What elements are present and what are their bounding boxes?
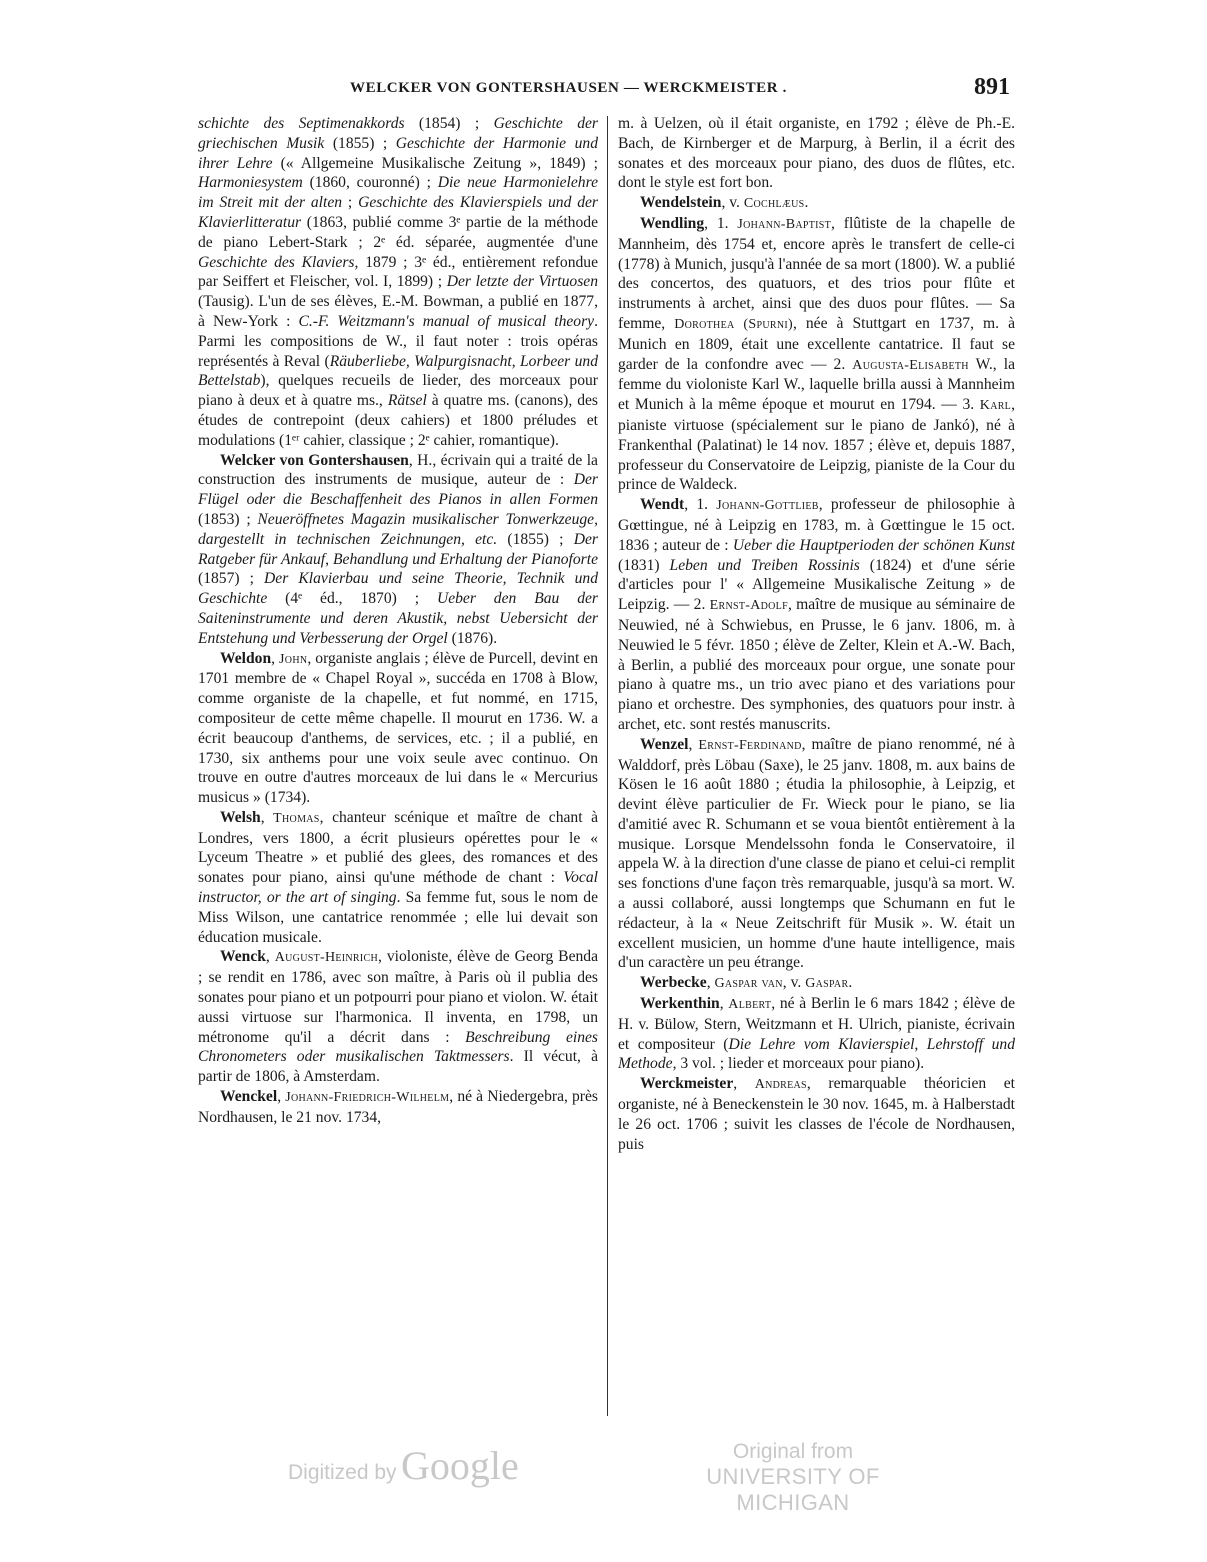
- entry-weitzmann-continued: schichte des Septimenakkords (1854) ; Geschichte der griechischen Musik (1855) ; Geschichte der Harmonie und ihrer Lehre (« Allgemeine Musikalische Zeitung », 1849) ; Harmoniesystem (1860, couronné) ; Die neue Harmonielehre im Streit mit der alten ; Geschichte des Klavierspiels und der Klavierlitteratur (1863, publié comme 3ᵉ partie de la méthode de piano Lebert-Stark ; 2ᵉ éd. séparée, augmentée d'une Geschichte des Klaviers, 1879 ; 3ᵉ éd., entièrement refondue par Seiffert et Fleischer, vol. I, 1899) ; Der letzte der Virtuosen (Tausig). L'un de ses élèves, E.-M. Bowman, a publié en 1877, à New-York : C.-F. Weitzmann's manual of musical theory. Parmi les compositions de W., il faut noter : trois opéras représentés à Reval (Räuberliebe, Walpurgisnacht, Lorbeer und Bettelstab), quelques recueils de lieder, des morceaux pour piano à deux et à quatre ms., Rätsel à quatre ms. (canons), des études de contrepoint (deux cahiers) et 1800 préludes et modulations (1ᵉʳ cahier, classique ; 2ᵉ cahier, romantique).: [198, 115, 598, 449]
- google-logo-text: Google: [401, 1443, 519, 1488]
- headword: Wendelstein: [640, 194, 722, 212]
- original-from-label: Original from: [732, 1440, 854, 1463]
- entry-werbecke: Werbecke, Gaspar van, v. Gaspar.: [640, 974, 853, 992]
- headword: Wendt: [640, 496, 685, 514]
- headword: Wenckel: [220, 1088, 278, 1106]
- right-column: [618, 114, 1015, 1414]
- entry-werckmeister: Werckmeister, Andreas, remarquable théoricien et organiste, né à Beneckenstein le 30 nov. 1645, m. à Halberstadt le 26 oct. 1706 ; suivit les classes de l'école de Nordhausen, puis: [618, 1075, 1015, 1153]
- university-label: UNIVERSITY OF MICHIGAN: [706, 1464, 880, 1515]
- entry-welcker: Welcker von Gontershausen, H., écrivain qui a traité de la construction des instruments de musique, auteur de : Der Flügel oder die Beschaffenheit des Pianos in allen Formen (1853) ; Neueröffnetes Magazin musikalischer Tonwerkzeuge, dargestellt in technischen Zeichnungen, etc. (1855) ; Der Ratgeber für Ankauf, Behandlung und Erhaltung der Pianoforte (1857) ; Der Klavierbau und seine Theorie, Technik und Geschichte (4ᵉ éd., 1870) ; Ueber den Bau der Saiteninstrumente und deren Akustik, nebst Uebersicht der Entstehung und Verbesserung der Orgel (1876).: [198, 451, 598, 647]
- headword: Wenzel: [640, 735, 689, 753]
- headword: Weldon: [220, 649, 272, 667]
- entry-werkenthin: Werkenthin, Albert, né à Berlin le 6 mars 1842 ; élève de H. v. Bülow, Stern, Weitzmann et H. Ulrich, pianiste, écrivain et compositeur (Die Lehre vom Klavierspiel, Lehrstoff und Methode, 3 vol. ; lieder et morceaux pour piano).: [618, 995, 1015, 1073]
- headword: Werbecke: [640, 974, 707, 992]
- headword: Welsh: [220, 808, 261, 826]
- headword: Werkenthin: [640, 995, 720, 1013]
- entry-wenzel: Wenzel, Ernst-Ferdinand, maître de piano renommé, né à Walddorf, près Löbau (Saxe), le 25 janv. 1808, m. aux bains de Kösen le 16 août 1880 ; étudia la philosophie, à Leipzig, et devint élève particulier de Fr. Wieck pour le piano, se lia d'amitié avec R. Schumann et se voua bientôt entièrement à la musique. Lorsque Mendelssohn fonda le Conservatoire, il appela W. à la direction d'une classe de piano et celui-ci remplit ses fonctions d'une façon très remarquable, jusqu'à sa mort. W. a aussi collaboré, aussi longtemps que Schumann en fut le rédacteur, à la « Neue Zeitschrift für Musik ». W. était un excellent musicien, un homme d'une haute intelligence, mais d'un caractère un peu étrange.: [618, 735, 1015, 972]
- digitized-by-google-watermark: [288, 1442, 519, 1489]
- left-column: [198, 114, 598, 1414]
- headword: Werckmeister: [640, 1075, 734, 1093]
- page-number: 891: [974, 74, 1010, 100]
- entry-wenckel: Wenckel, Johann-Friedrich-Wilhelm, né à Niedergebra, près Nordhausen, le 21 nov. 1734,: [198, 1088, 598, 1126]
- running-title: WELCKER VON GONTERSHAUSEN — WERCKMEISTER .: [350, 80, 787, 96]
- page-header: [200, 74, 1020, 106]
- original-source-watermark: [668, 1440, 918, 1516]
- entry-wendt: Wendt, 1. Johann-Gottlieb, professeur de philosophie à Gœttingue, né à Leipzig en 1783, m. à Gœttingue le 15 oct. 1836 ; auteur de : Ueber die Hauptperioden der schönen Kunst (1831) Leben und Treiben Rossinis (1824) et d'une série d'articles pour l' « Allgemeine Musikalische Zeitung » de Leipzig. — 2. Ernst-Adolf, maître de musique au séminaire de Neuwied, né à Schwiebus, en Prusse, le 6 janv. 1806, m. à Neuwied le 5 févr. 1850 ; élève de Zelter, Klein et A.-W. Bach, à Berlin, a publié des morceaux pour orgue, une sonate pour piano à quatre ms., un trio avec piano et des variations pour piano et orchestre. Des symphonies, des quatuors pour instr. à archet, etc. sont restés manuscrits.: [618, 496, 1015, 733]
- headword: Welcker von Gontershausen: [220, 451, 409, 469]
- page-footer: [0, 1436, 1207, 1515]
- entry-wenckel-continued: m. à Uelzen, où il était organiste, en 1792 ; élève de Ph.-E. Bach, de Kirnberger et de Marpurg, à Berlin, il a écrit des sonates et des morceaux pour piano, des duos de flûtes, etc. dont le style est fort bon.: [618, 115, 1015, 192]
- entry-weldon: Weldon, John, organiste anglais ; élève de Purcell, devint en 1701 membre de « Chapel Royal », succéda en 1708 à Blow, comme organiste de la chapelle, et fut nommé, en 1715, compositeur de cette même chapelle. Il mourut en 1736. W. a écrit beaucoup d'anthems, de services, etc. ; il a publié, en 1730, six anthems pour une voix seule avec continuo. On trouve en outre d'autres morceaux de lui dans le « Mercurius musicus » (1734).: [198, 649, 598, 807]
- entry-wendling: Wendling, 1. Johann-Baptist, flûtiste de la chapelle de Mannheim, dès 1754 et, encore après le transfert de celle-ci (1778) à Munich, jusqu'à l'année de sa mort (1800). W. a publié des concertos, des quatuors, et des trios pour flûte et instruments à archet, ainsi que des duos pour flûtes. — Sa femme, Dorothea (Spurni), née à Stuttgart en 1737, m. à Munich en 1809, était une excellente cantatrice. Il faut se garder de la confondre avec — 2. Augusta-Elisabeth W., la femme du violoniste Karl W., laquelle brilla aussi à Mannheim et Munich à la même époque et mourut en 1794. — 3. Karl, pianiste virtuose (spécialement sur le piano de Jankó), né à Frankenthal (Palatinat) le 14 nov. 1857 ; élève et, depuis 1887, professeur du Conservatoire de Leipzig, pianiste de la Cour du prince de Waldeck.: [618, 214, 1015, 494]
- entry-welsh: Welsh, Thomas, chanteur scénique et maître de chant à Londres, vers 1800, a écrit plusieurs opérettes pour le « Lyceum Theatre » et publié des glees, des romances et des sonates pour piano, ainsi qu'une méthode de chant : Vocal instructor, or the art of singing. Sa femme fut, sous le nom de Miss Wilson, une cantatrice renommée ; elle lui devait son éducation musicale.: [198, 808, 598, 946]
- entry-wenck: Wenck, August-Heinrich, violoniste, élève de Georg Benda ; se rendit en 1786, avec son maître, à Paris où il publia des sonates pour piano et un potpourri pour piano et violon. W. était aussi virtuose sur l'harmonica. Il inventa, en 1798, un métronome qu'il a décrit dans : Beschreibung eines Chronometers oder musikalischen Taktmessers. Il vécut, à partir de 1806, à Amsterdam.: [198, 948, 598, 1086]
- digitized-label: Digitized by: [288, 1461, 397, 1484]
- headword: Wendling: [640, 214, 705, 232]
- entry-wendelstein: Wendelstein, v. Cochlæus.: [640, 194, 809, 212]
- column-divider: [607, 116, 608, 1416]
- headword: Wenck: [220, 948, 266, 966]
